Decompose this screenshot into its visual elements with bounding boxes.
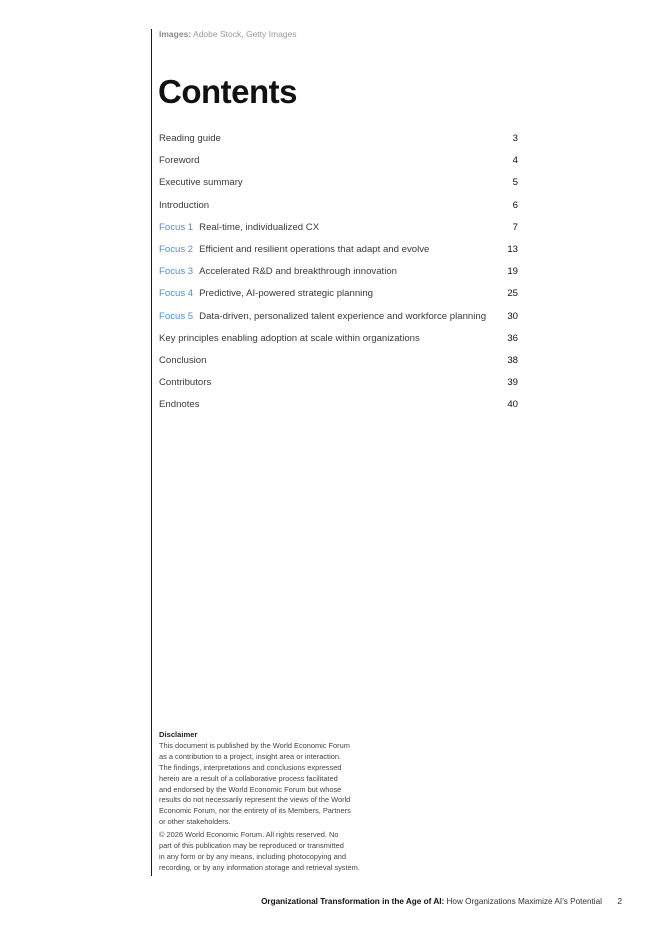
toc-entry-label: Key principles enabling adoption at scale within organizations [159, 332, 420, 344]
table-of-contents [159, 132, 518, 420]
toc-entry[interactable] [159, 176, 518, 198]
disclaimer-line: results do not necessarily represent the views of the World [159, 795, 351, 805]
toc-entry[interactable] [159, 310, 518, 332]
toc-page-number: 38 [507, 354, 518, 366]
toc-page-number: 7 [512, 221, 518, 233]
toc-entry[interactable] [159, 154, 518, 176]
toc-entry[interactable] [159, 199, 518, 221]
page-title: Contents [158, 73, 297, 110]
toc-entry[interactable] [159, 332, 518, 354]
image-credits-label: Images: [159, 29, 192, 39]
toc-page-number: 13 [507, 243, 518, 255]
toc-entry-label: Conclusion [159, 354, 207, 366]
toc-entry[interactable] [159, 243, 518, 265]
toc-focus-tag: Focus 1 [159, 221, 194, 233]
disclaimer-line: This document is published by the World Economic Forum [159, 740, 350, 750]
toc-entry[interactable] [159, 221, 518, 243]
running-footer [150, 897, 602, 906]
toc-entry[interactable] [159, 376, 518, 398]
disclaimer-paragraph-1 [159, 741, 389, 828]
disclaimer-line: herein are a result of a collaborative process facilitated [159, 773, 338, 783]
toc-focus-tag: Focus 4 [159, 288, 194, 300]
disclaimer [159, 730, 389, 874]
toc-entry-label: Data-driven, personalized talent experience and workforce planning [199, 310, 487, 322]
toc-entry-label: Efficient and resilient operations that adapt and evolve [199, 243, 430, 255]
disclaimer-line: or other stakeholders. [159, 817, 231, 827]
page-number: 2 [617, 897, 622, 906]
toc-page-number: 4 [512, 155, 518, 167]
disclaimer-line: and endorsed by the World Economic Forum but whose [159, 784, 342, 794]
disclaimer-line: The findings, interpretations and conclusions expressed [159, 762, 342, 772]
toc-entry[interactable] [159, 398, 518, 420]
disclaimer-line: Economic Forum, nor the entirety of its Members, Partners [159, 806, 351, 816]
toc-entry-label: Introduction [159, 199, 210, 211]
toc-entry[interactable] [159, 132, 518, 154]
toc-entry-label: Contributors [159, 377, 212, 389]
toc-page-number: 39 [507, 377, 518, 389]
margin-rule [151, 29, 152, 876]
toc-focus-tag: Focus 3 [159, 266, 194, 278]
toc-entry-label: Foreword [159, 155, 200, 167]
disclaimer-heading: Disclaimer [159, 730, 198, 739]
toc-entry-label: Endnotes [159, 399, 200, 411]
footer-title: Organizational Transformation in the Age of AI: [261, 897, 445, 906]
toc-page-number: 6 [512, 199, 518, 211]
toc-page-number: 19 [507, 266, 518, 278]
footer-subtitle: How Organizations Maximize AI’s Potential [446, 897, 602, 906]
toc-page-number: 25 [507, 288, 518, 300]
toc-entry[interactable] [159, 354, 518, 376]
disclaimer-line: as a contribution to a project, insight area or interaction. [159, 751, 341, 761]
toc-entry[interactable] [159, 287, 518, 309]
disclaimer-copyright [159, 830, 389, 874]
disclaimer-line: recording, or by any information storage and retrieval system. [159, 862, 360, 872]
toc-entry-label: Real-time, individualized CX [199, 221, 320, 233]
toc-page-number: 36 [507, 332, 518, 344]
toc-page-number: 40 [507, 399, 518, 411]
toc-entry-label: Accelerated R&D and breakthrough innovation [199, 266, 398, 278]
disclaimer-line: part of this publication may be reproduced or transmitted [159, 841, 344, 851]
toc-entry-label: Executive summary [159, 177, 243, 189]
toc-page-number: 30 [507, 310, 518, 322]
disclaimer-line: in any form or by any means, including photocopying and [159, 851, 346, 861]
toc-entry[interactable] [159, 265, 518, 287]
toc-page-number: 5 [512, 177, 518, 189]
toc-entry-label: Reading guide [159, 133, 221, 144]
toc-entry-label: Predictive, AI-powered strategic planning [199, 288, 373, 300]
disclaimer-line: © 2026 World Economic Forum. All rights reserved. No [159, 830, 339, 840]
toc-page-number: 3 [512, 133, 518, 144]
image-credits-text: Adobe Stock, Getty Images [193, 29, 297, 39]
toc-focus-tag: Focus 2 [159, 243, 194, 255]
image-credits [159, 29, 297, 39]
toc-focus-tag: Focus 5 [159, 310, 194, 322]
